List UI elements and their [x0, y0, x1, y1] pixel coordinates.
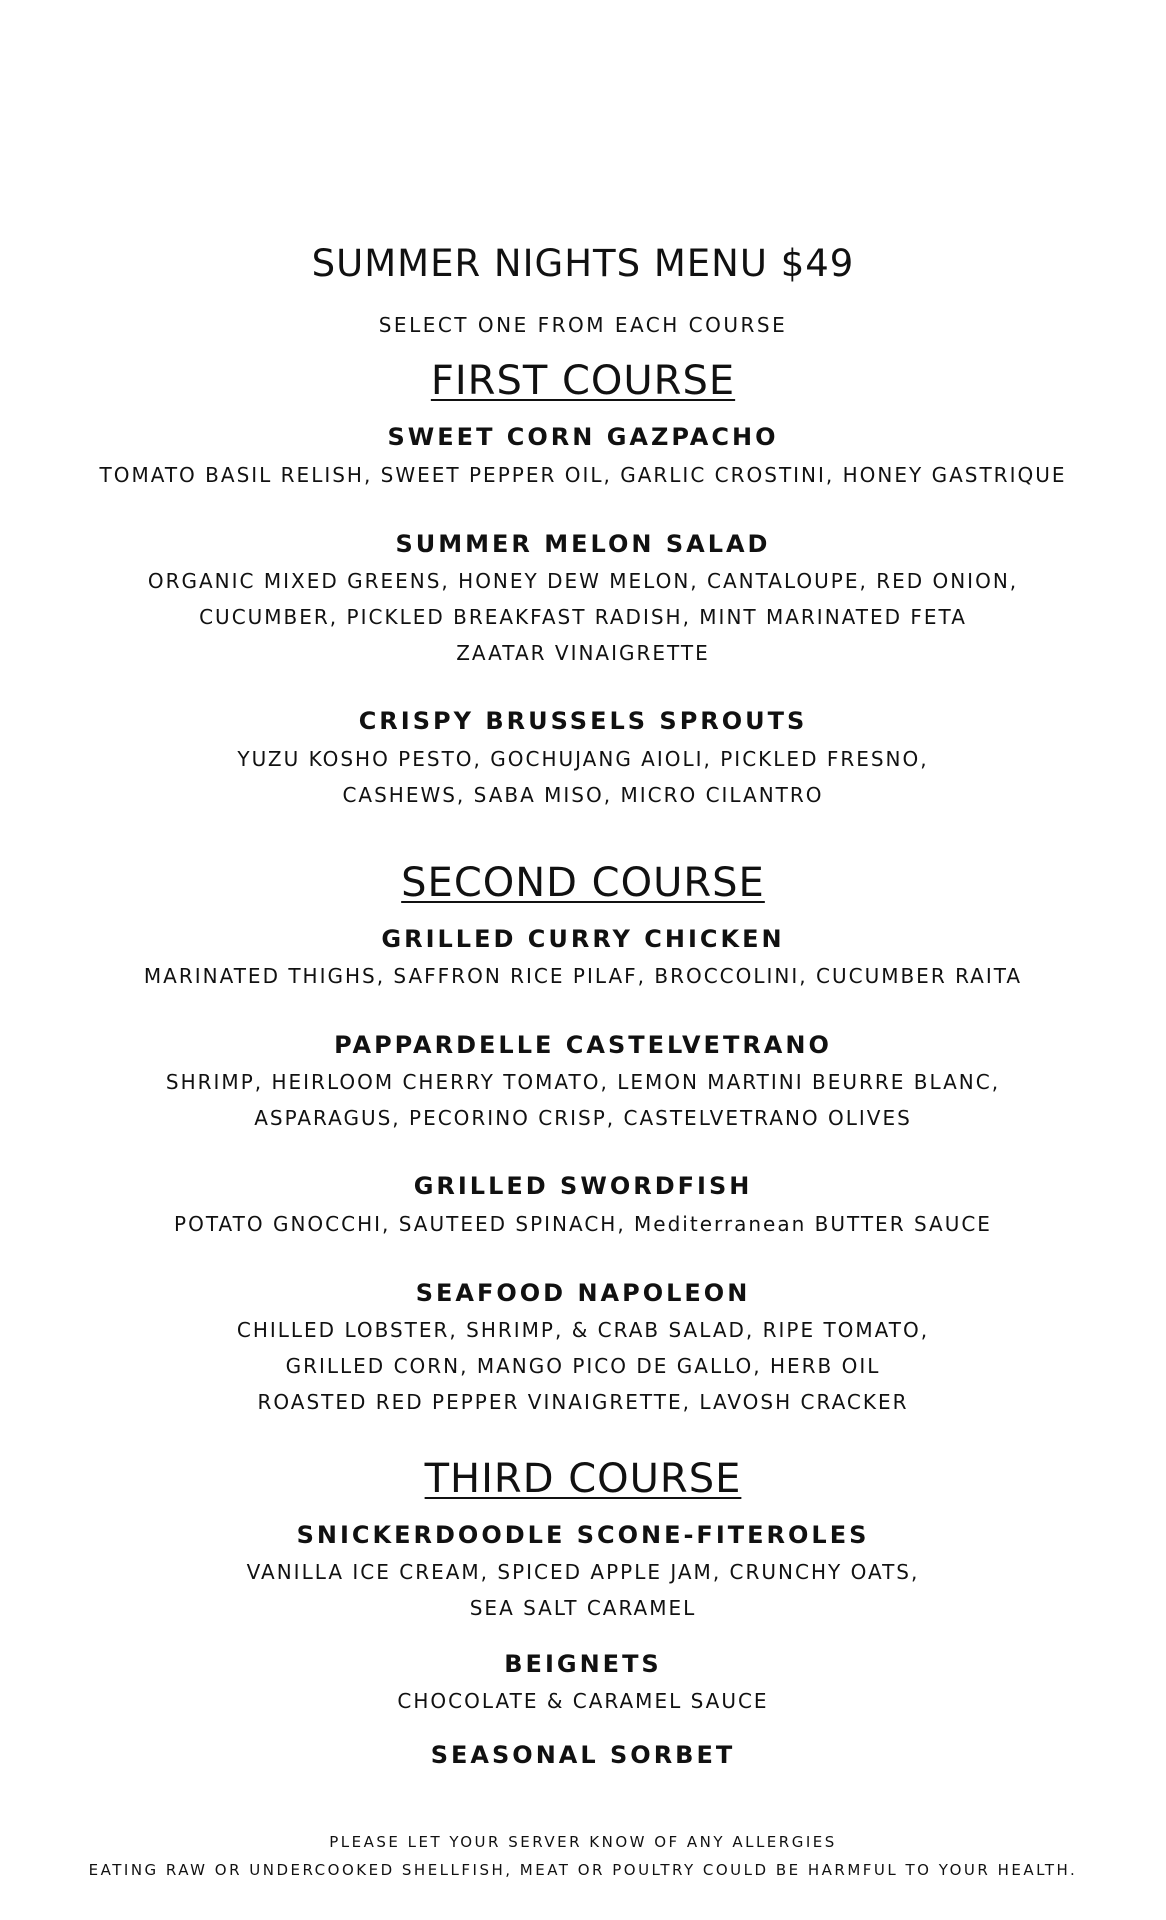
dish-description	[0, 741, 1166, 813]
dish-name: SEAFOOD NAPOLEON	[415, 1279, 751, 1307]
dish-description-line: SHRIMP, HEIRLOOM CHERRY TOMATO, LEMON MARTINI BEURRE BLANC,	[165, 1070, 1001, 1094]
course-heading-first: FIRST COURSE	[430, 358, 736, 404]
dish-description	[0, 1206, 1166, 1242]
dish-name: SUMMER MELON SALAD	[395, 530, 771, 558]
course-heading-second: SECOND COURSE	[401, 860, 765, 906]
dish-description	[0, 563, 1166, 671]
dish-name: GRILLED CURRY CHICKEN	[381, 925, 785, 953]
dish-name: SNICKERDOODLE SCONE-FITEROLES	[296, 1521, 870, 1549]
dish-description-line: SEA SALT CARAMEL	[469, 1596, 697, 1620]
menu-title: SUMMER NIGHTS MENU $49	[311, 242, 855, 285]
dish-description-line: GRILLED CORN, MANGO PICO DE GALLO, HERB OIL	[285, 1354, 881, 1378]
health-warning: EATING RAW OR UNDERCOOKED SHELLFISH, MEAT OR POULTRY COULD BE HARMFUL TO YOUR HEALTH.	[88, 1861, 1078, 1879]
dish-description-line: CASHEWS, SABA MISO, MICRO CILANTRO	[342, 783, 824, 807]
dish-description-line: MARINATED THIGHS, SAFFRON RICE PILAF, BROCCOLINI, CUCUMBER RAITA	[143, 964, 1023, 988]
dish-description	[0, 1064, 1166, 1136]
dish-description	[0, 457, 1166, 493]
dish-description	[0, 1554, 1166, 1626]
dish-name: PAPPARDELLE CASTELVETRANO	[334, 1031, 832, 1059]
dish-description	[0, 1312, 1166, 1420]
dish-description-line: TOMATO BASIL RELISH, SWEET PEPPER OIL, GARLIC CROSTINI, HONEY GASTRIQUE	[99, 463, 1067, 487]
dish-description-line: VANILLA ICE CREAM, SPICED APPLE JAM, CRUNCHY OATS,	[246, 1560, 920, 1584]
dish-description-line: CHILLED LOBSTER, SHRIMP, & CRAB SALAD, RIPE TOMATO,	[236, 1318, 930, 1342]
dish-description-line: YUZU KOSHO PESTO, GOCHUJANG AIOLI, PICKLED FRESNO,	[237, 747, 929, 771]
dish-description-line: CUCUMBER, PICKLED BREAKFAST RADISH, MINT MARINATED FETA	[199, 605, 967, 629]
menu-subtitle: SELECT ONE FROM EACH COURSE	[378, 313, 788, 337]
dish-name: SWEET CORN GAZPACHO	[387, 423, 779, 451]
dish-description-line: ROASTED RED PEPPER VINAIGRETTE, LAVOSH CRACKER	[257, 1390, 909, 1414]
dish-description	[0, 958, 1166, 994]
dish-name: CRISPY BRUSSELS SPROUTS	[358, 707, 808, 735]
dish-description	[0, 1683, 1166, 1719]
dish-description-line: CHOCOLATE & CARAMEL SAUCE	[397, 1689, 769, 1713]
dish-description-line: ASPARAGUS, PECORINO CRISP, CASTELVETRANO OLIVES	[254, 1106, 912, 1130]
dish-name: BEIGNETS	[504, 1650, 662, 1678]
course-heading-third: THIRD COURSE	[424, 1456, 742, 1502]
dish-description-line: ORGANIC MIXED GREENS, HONEY DEW MELON, CANTALOUPE, RED ONION,	[147, 569, 1019, 593]
dish-description-line: POTATO GNOCCHI, SAUTEED SPINACH, Mediterranean BUTTER SAUCE	[174, 1212, 992, 1236]
dish-name: GRILLED SWORDFISH	[413, 1172, 753, 1200]
allergy-notice: PLEASE LET YOUR SERVER KNOW OF ANY ALLERGIES	[329, 1833, 837, 1851]
dish-description-line: ZAATAR VINAIGRETTE	[456, 641, 710, 665]
dish-name: SEASONAL SORBET	[430, 1741, 736, 1769]
